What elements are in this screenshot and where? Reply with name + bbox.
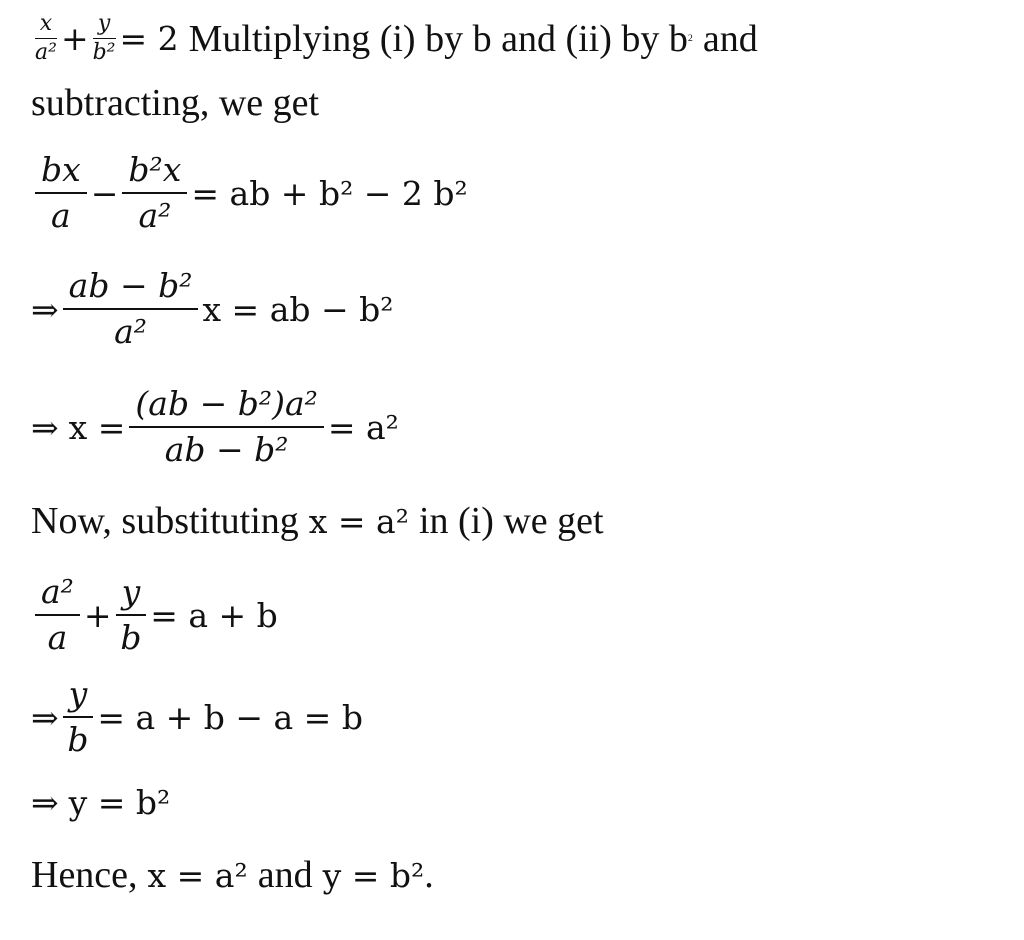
result-y-expression: y = b²	[322, 855, 425, 895]
fraction-y-over-b	[63, 676, 94, 759]
fraction-bar	[129, 426, 323, 428]
fraction-solve-x	[129, 386, 323, 469]
instruction-text: Multiplying (i) by b and (ii) by b	[188, 17, 688, 60]
equation-line-6	[31, 676, 363, 759]
numerator: bx	[41, 150, 81, 189]
equation-line-1: $\frac{x}{\text{a²}}$ + $\frac{y}{\text{b²}}$ = 2 Multiplying (i) by b and (ii) by b 2 and	[35, 11, 758, 66]
denominator: a²	[35, 40, 57, 66]
denominator: a²	[114, 312, 147, 352]
period: .	[424, 854, 434, 896]
equation-line-7	[31, 783, 171, 822]
rhs-expression: = a + b − a = b	[97, 697, 363, 737]
implies-arrow: ⇒	[31, 783, 59, 822]
numerator: (ab − b²)a²	[135, 384, 318, 423]
plus-sign: +	[83, 595, 112, 635]
equation-line-5	[31, 574, 278, 657]
denominator: a	[47, 618, 68, 658]
equation-line-3	[31, 268, 393, 351]
and-text: and	[257, 854, 313, 896]
numerator: y	[97, 11, 111, 36]
fraction-bar	[35, 38, 57, 39]
denominator: ab − b²	[164, 430, 289, 470]
fraction-y-over-b	[116, 574, 147, 657]
equals-two: = 2	[119, 19, 179, 59]
fraction-bar	[116, 614, 147, 616]
numerator: b²x	[128, 150, 182, 189]
fraction-a2-over-a	[35, 574, 80, 657]
rhs-expression: = a²	[327, 407, 399, 447]
numerator: y	[68, 674, 88, 713]
implies-arrow: ⇒	[31, 697, 59, 737]
minus-sign: −	[90, 173, 119, 213]
fraction-ab-b2-over-a2	[63, 268, 199, 351]
denominator: a²	[138, 196, 172, 236]
text-line-subtracting	[31, 84, 319, 122]
denominator: b²	[92, 40, 116, 66]
text-line-substituting	[31, 502, 604, 540]
rhs-expression: = ab + b² − 2 b²	[191, 173, 468, 213]
fraction-bar	[122, 192, 187, 194]
denominator: b	[67, 720, 89, 760]
fraction-y-over-b2	[93, 12, 116, 65]
numerator: ab − b²	[68, 266, 193, 305]
instruction-text-end: and	[702, 17, 758, 60]
fraction-bar	[93, 38, 116, 39]
result-y: y = b²	[68, 783, 171, 822]
implies-arrow: ⇒	[31, 407, 59, 447]
equation-line-4	[31, 386, 399, 469]
rhs-expression: x = ab − b²	[202, 289, 394, 329]
numerator: a²	[41, 572, 74, 611]
implies-arrow: ⇒	[31, 289, 59, 329]
substituting-text-end: in (i) we get	[418, 500, 604, 542]
substitution-expression: x = a²	[308, 501, 409, 541]
fraction-bx-over-a	[35, 152, 87, 235]
result-x-expression: x = a²	[147, 855, 248, 895]
conclusion-line	[31, 856, 434, 894]
fraction-bar	[63, 716, 94, 718]
substituting-text: Now, substituting	[31, 500, 299, 542]
fraction-bar	[63, 308, 199, 310]
subtracting-text: subtracting, we get	[31, 82, 320, 124]
fraction-bar	[35, 192, 87, 194]
numerator: x	[39, 11, 53, 36]
equation-line-2	[31, 152, 468, 235]
lhs-expression: x =	[68, 407, 126, 447]
plus-sign: +	[60, 19, 89, 59]
fraction-b2x-over-a2	[122, 152, 187, 235]
rhs-expression: = a + b	[150, 595, 278, 635]
denominator: b	[120, 618, 142, 658]
denominator: a	[51, 196, 71, 236]
fraction-bar	[35, 614, 80, 616]
hence-text: Hence,	[31, 854, 138, 896]
numerator: y	[121, 572, 141, 611]
fraction-x-over-a2	[35, 12, 57, 65]
